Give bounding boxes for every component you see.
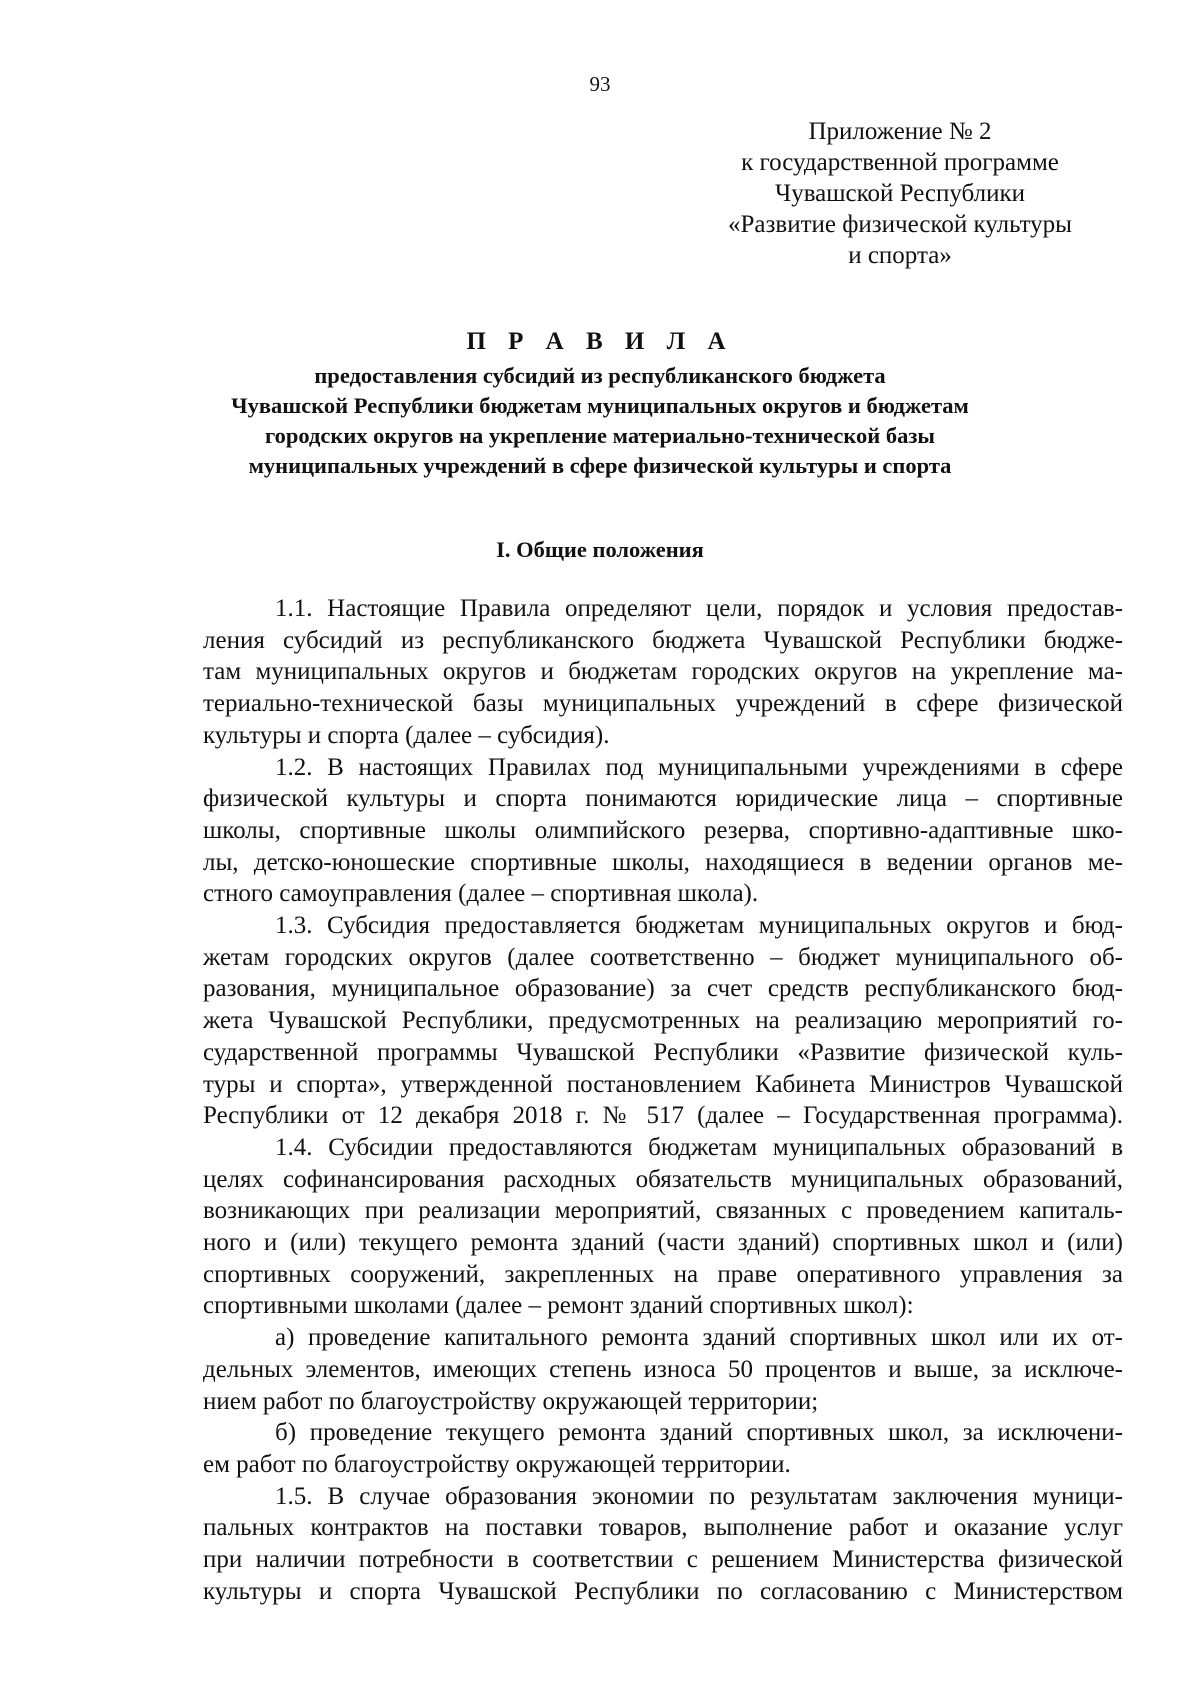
body-line: разования, муниципальное образование) за счет средств республиканского бюд-: [203, 975, 1123, 1003]
body-line: туры и спорта», утвержденной постановлением Кабинета Министров Чувашской: [203, 1070, 1123, 1098]
body-line: возникающих при реализации мероприятий, связанных с проведением капиталь-: [203, 1197, 1123, 1225]
appendix-line: Приложение № 2: [808, 118, 992, 145]
body-line: 1.2. В настоящих Правилах под муниципальными учреждениями в сфере: [275, 753, 1123, 781]
body-line: стного самоуправления (далее – спортивная школа).: [203, 880, 759, 908]
body-line: Республики от 12 декабря 2018 г. № 517 (далее – Государственная программа).: [203, 1102, 1123, 1130]
body-line: физической культуры и спорта понимаются юридические лица – спортивные: [203, 785, 1123, 813]
body-line: школы, спортивные школы олимпийского резерва, спортивно-адаптивные шко-: [203, 816, 1123, 844]
body-line: териально-технической базы муниципальных учреждений в сфере физической: [203, 690, 1123, 718]
body-line: спортивных сооружений, закрепленных на праве оперативного управления за: [203, 1260, 1123, 1288]
body-line: при наличии потребности в соответствии с решением Министерства физической: [203, 1546, 1123, 1574]
body-line: пальных контрактов на поставки товаров, выполнение работ и оказание услуг: [203, 1514, 1123, 1542]
appendix-line: «Развитие физической культуры: [728, 211, 1072, 238]
body-line: целях софинансирования расходных обязательств муниципальных образований,: [203, 1165, 1123, 1193]
body-line: жетам городских округов (далее соответственно – бюджет муниципального об-: [203, 943, 1123, 971]
body-line: жета Чувашской Республики, предусмотренных на реализацию мероприятий го-: [203, 1007, 1123, 1035]
body-text: [203, 593, 1123, 1608]
body-line: ем работ по благоустройству окружающей территории.: [203, 1450, 791, 1478]
title-main: П Р А В И Л А: [466, 328, 734, 355]
appendix-line: к государственной программе: [741, 149, 1059, 176]
body-line: культуры и спорта Чувашской Республики по согласованию с Министерством: [203, 1577, 1123, 1605]
appendix-line: и спорта»: [848, 242, 952, 269]
body-line: ного и (или) текущего ремонта зданий (части зданий) спортивных школ и (или): [203, 1229, 1123, 1257]
body-line: ления субсидий из республиканского бюджета Чувашской Республики бюдже-: [203, 626, 1123, 654]
body-line: 1.1. Настоящие Правила определяют цели, порядок и условия предостав-: [275, 595, 1123, 622]
title-subtitle-line: муниципальных учреждений в сфере физической культуры и спорта: [248, 453, 952, 478]
body-line: культуры и спорта (далее – субсидия).: [203, 721, 610, 749]
body-line: лы, детско-юношеские спортивные школы, находящиеся в ведении органов ме-: [203, 848, 1123, 876]
body-line: 1.3. Субсидия предоставляется бюджетам муниципальных округов и бюд-: [275, 912, 1123, 940]
body-line: там муниципальных округов и бюджетам городских округов на укрепление ма-: [203, 658, 1123, 686]
body-line: сударственной программы Чувашской Республики «Развитие физической куль-: [203, 1038, 1123, 1066]
body-line: а) проведение капитального ремонта зданий спортивных школ или их от-: [275, 1324, 1123, 1352]
appendix-line: Чувашской Республики: [774, 180, 1026, 207]
body-line: дельных элементов, имеющих степень износа 50 процентов и выше, за исключе-: [203, 1355, 1123, 1383]
title-subtitle-line: предоставления субсидий из республиканского бюджета: [314, 363, 886, 388]
body-line: 1.5. В случае образования экономии по результатам заключения муници-: [275, 1482, 1123, 1510]
title-subtitle-line: Чувашской Республики бюджетам муниципальных округов и бюджетам: [231, 393, 969, 418]
document-title: [140, 325, 1060, 481]
body-line: б) проведение текущего ремонта зданий спортивных школ, за исключени-: [275, 1419, 1123, 1447]
page-number: 93: [589, 72, 611, 96]
body-line: 1.4. Субсидии предоставляются бюджетам муниципальных образований в: [275, 1133, 1123, 1161]
title-subtitle-line: городских округов на укрепление материально-технической базы: [264, 423, 935, 448]
appendix-note: [685, 116, 1115, 271]
section-heading: I. Общие положения: [496, 537, 704, 562]
body-line: спортивными школами (далее – ремонт зданий спортивных школ):: [203, 1292, 914, 1320]
body-line: нием работ по благоустройству окружающей территории;: [203, 1387, 819, 1415]
